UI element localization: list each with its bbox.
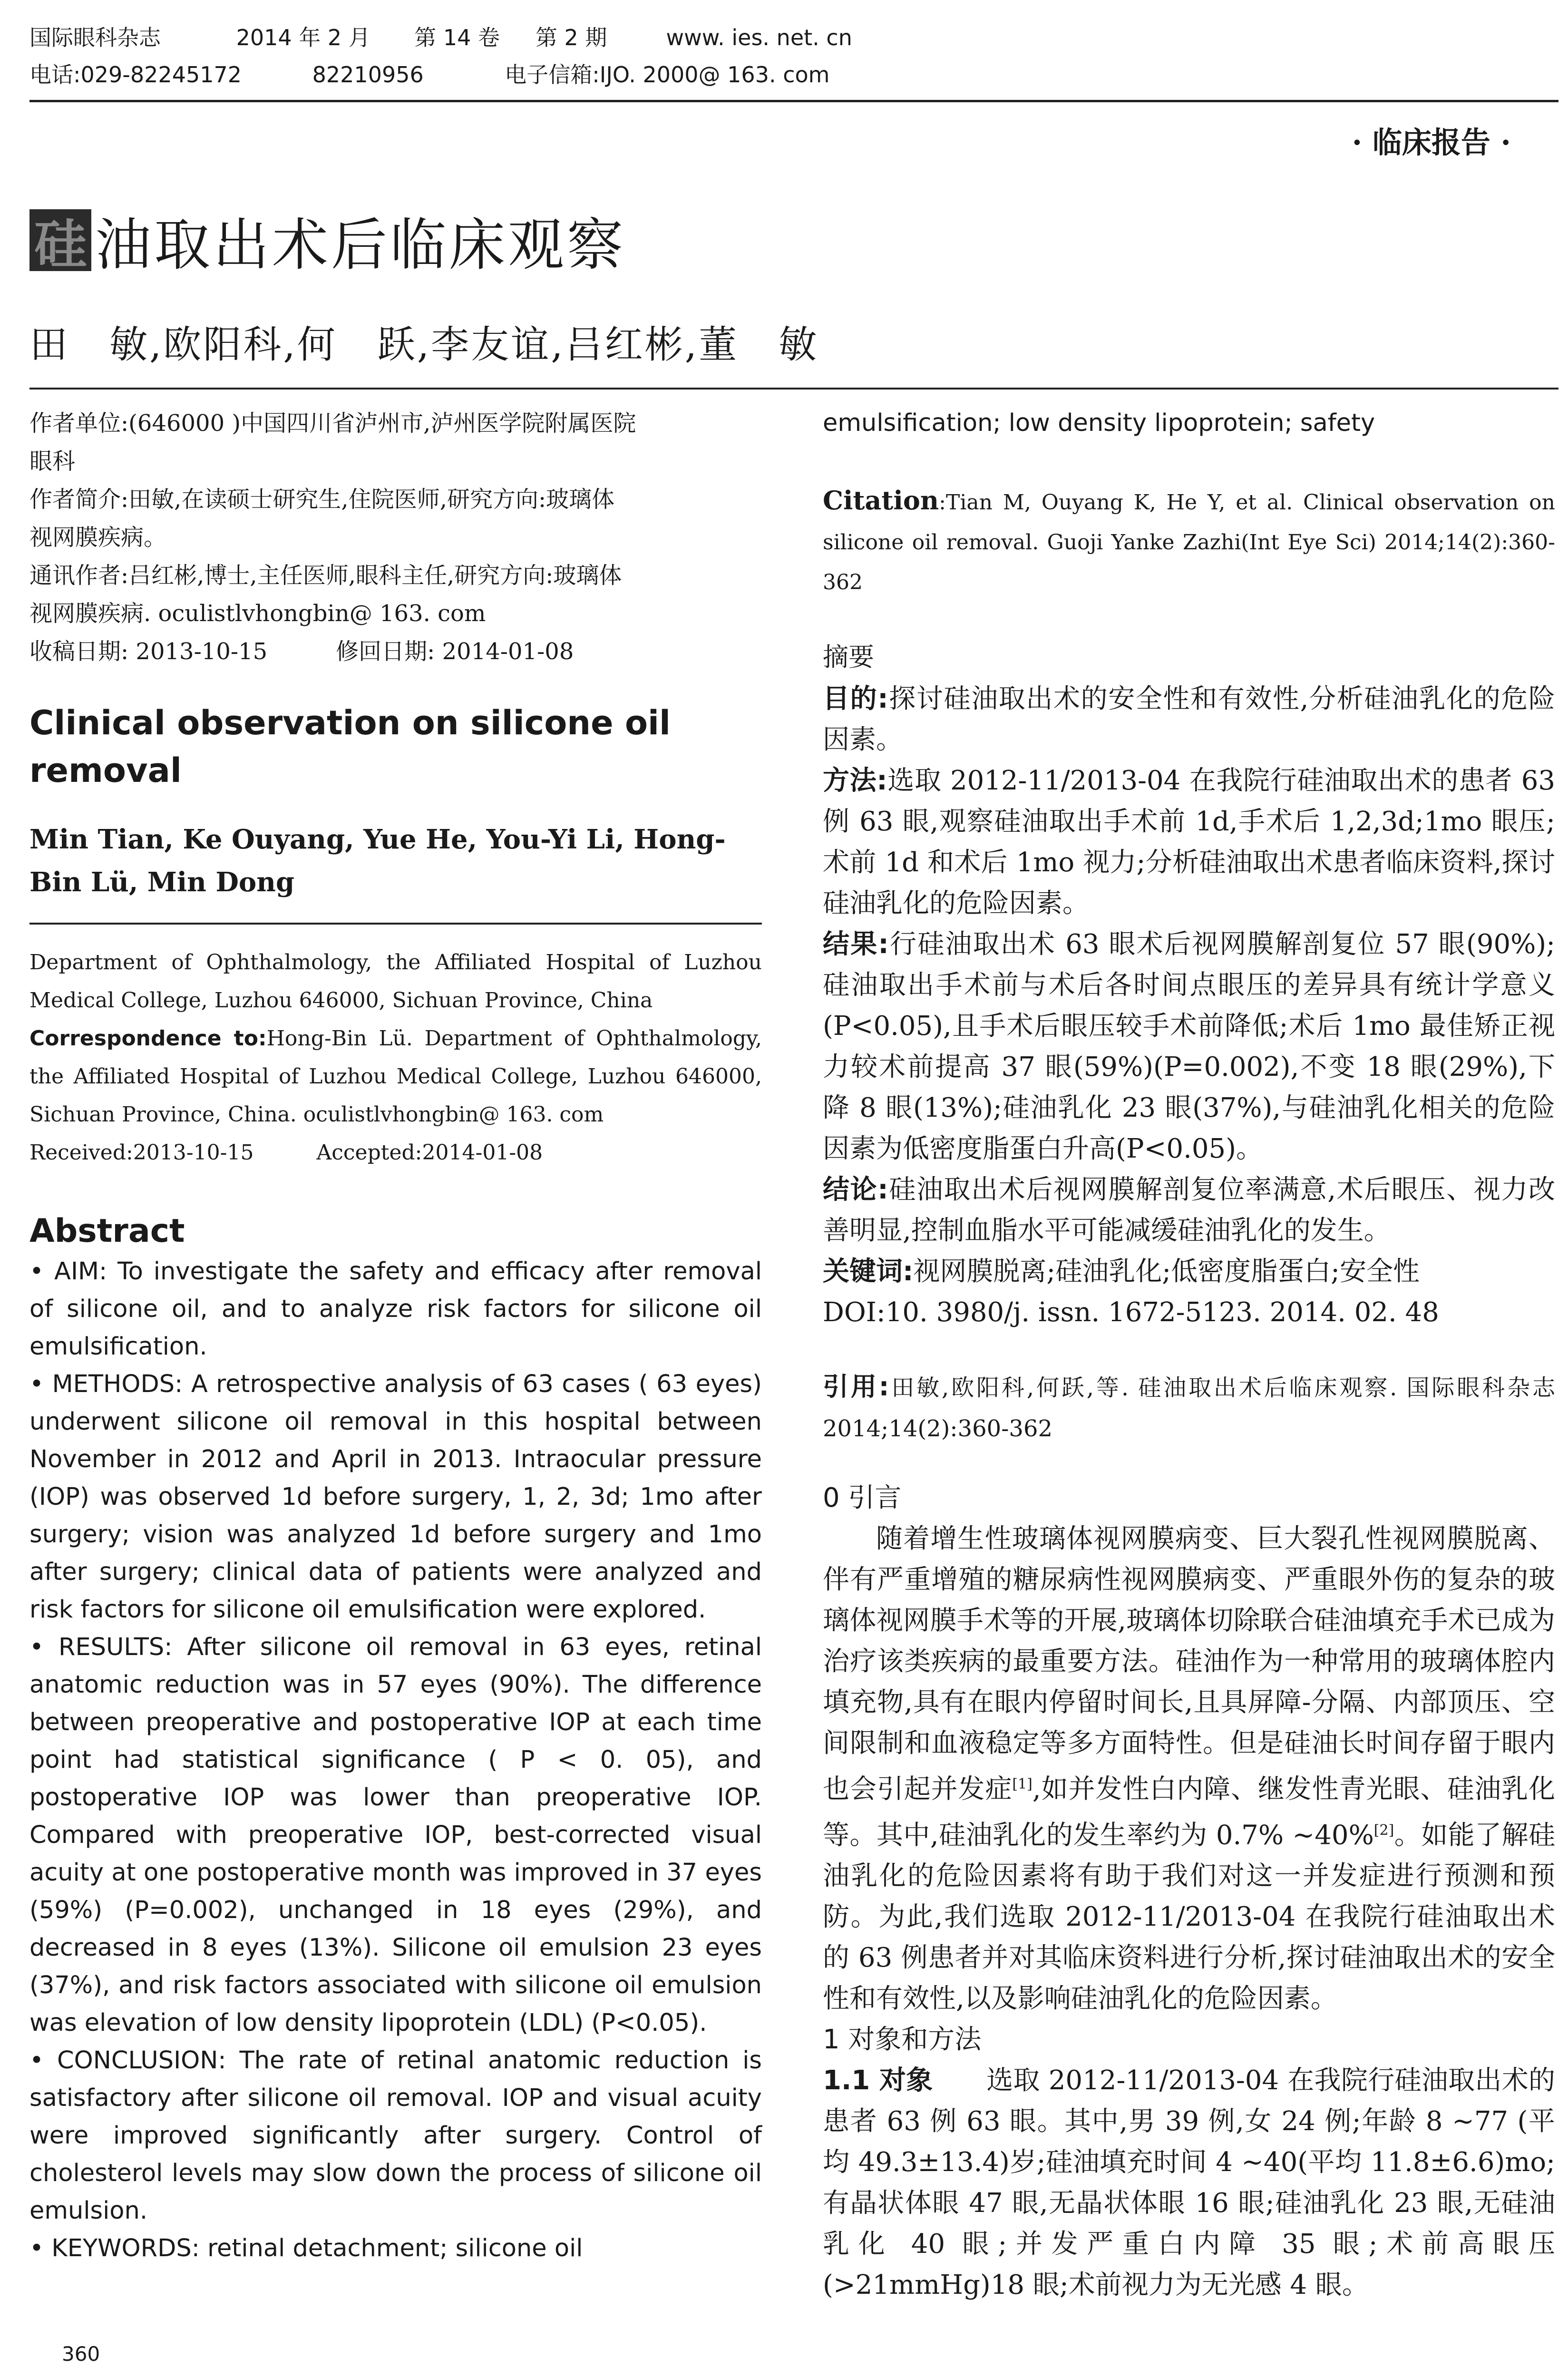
phone: 电话:029-82245172 <box>29 62 242 88</box>
english-dept: Department of Ophthalmology, the Affiliated Hospital of Luzhou Medical College, Luzhou 646000, Sichuan Province, China <box>29 950 762 1013</box>
website: www. ies. net. cn <box>666 25 852 50</box>
affiliation-zh <box>29 404 762 671</box>
title-text: 油取出术后临床观察 <box>95 212 626 278</box>
methods-text: 选取 2012-11/2013-04 在我院行硅油取出术的患者 63 例 63 眼,观察硅油取出手术前 1d,手术后 1,2,3d;1mo 眼压;术前 1d 和术后 1mo 视力;分析硅油取出术患者临床资料,探讨硅油乳化的危险因素。 <box>823 765 1555 919</box>
section-tag: · 临床报告 · <box>1352 125 1511 160</box>
affiliation-line: 作者单位:(646000 )中国四川省泸州市,泸州医学院附属医院 <box>29 410 636 437</box>
abstract-zh-methods <box>823 760 1555 924</box>
keywords-text: 视网膜脱离;硅油乳化;低密度脂蛋白;安全性 <box>913 1256 1420 1287</box>
abstract-zh-aim <box>823 679 1555 760</box>
aim-label: 目的: <box>823 683 888 714</box>
left-column <box>29 404 762 2267</box>
intro-text-c: 。如能了解硅油乳化的危险因素将有助于我们对这一并发症进行预测和预防。为此,我们选取 2012-11/2013-04 在我院行硅油取出术的 63 例患者并对其临床资料进行分析,探讨硅油取出术的安全性和有效性,以及影响硅油乳化的危险因素。 <box>823 1820 1556 2015</box>
conclusion-text: 硅油取出术后视网膜解剖复位率满意,术后眼压、视力改善明显,控制血脂水平可能减缓硅油乳化的发生。 <box>823 1174 1555 1246</box>
email: 电子信箱:IJO. 2000@ 163. com <box>505 62 830 88</box>
subsection-label: 1.1 对象 <box>823 2065 933 2096</box>
affiliation-line: 眼科 <box>29 448 76 475</box>
abstract-zh-conclusion <box>823 1169 1555 1251</box>
ref-1: [1] <box>1012 1776 1032 1792</box>
phone2: 82210956 <box>312 62 424 88</box>
abstract-zh-heading: 摘要 <box>823 642 874 672</box>
volume: 第 14 卷 <box>414 25 500 50</box>
intro-body <box>823 1519 1555 2019</box>
abstract-methods: • METHODS: A retrospective analysis of 63 cases ( 63 eyes) underwent silicone oil removal in this hospital between November in 2012 and April in 2013. Intraocular pressure (IOP) was observed 1d before surgery, 1, 2, 3d; 1mo after surgery; vision was analyzed 1d before surgery and 1mo after surgery; clinical data of patients were analyzed and risk factors for silicone oil emulsification were explored. <box>29 1370 762 1624</box>
citation-label: Citation <box>823 485 939 516</box>
affiliation-line: 收稿日期: 2013-10-15 修回日期: 2014-01-08 <box>29 638 574 665</box>
methods-body <box>823 2060 1555 2306</box>
intro-text-b: ,如并发性白内障、继发性青光眼、硅油乳化等。其中,硅油乳化的发生率约为 0.7% ~40% <box>823 1773 1556 1851</box>
subjects-text: 选取 2012-11/2013-04 在我院行硅油取出术的患者 63 例 63 眼。其中,男 39 例,女 24 例;年龄 8 ~77 (平均 49.3±13.4)岁;硅油填充时间 4 ~40(平均 11.8±6.6)mo;有晶状体眼 47 眼,无晶状体眼 16 眼;硅油乳化 23 眼,无硅油乳化 40 眼;并发严重白内障 35 眼;术前高眼压(>21mmHg)18 眼;术前视力为无光感 4 眼。 <box>823 2065 1556 2301</box>
abstract-zh-keywords <box>823 1251 1555 1292</box>
keywords-continued: emulsification; low density lipoprotein; safety <box>823 409 1375 437</box>
english-authors: Min Tian, Ke Ouyang, Yue He, You-Yi Li, Hong-Bin Lü, Min Dong <box>29 824 726 898</box>
authors-rule <box>29 388 1558 390</box>
intro-paragraph <box>823 1519 1555 2019</box>
citation-zh-text: 田敏,欧阳科,何跃,等. 硅油取出术后临床观察. 国际眼科杂志 2014;14(2):360-362 <box>823 1374 1555 1442</box>
english-title: Clinical observation on silicone oil removal <box>29 703 671 790</box>
methods-paragraph <box>823 2060 1555 2306</box>
issue-date: 2014 年 2 月 <box>236 25 370 50</box>
results-label: 结果: <box>823 929 889 960</box>
abstract-zh-results <box>823 924 1555 1169</box>
doi: DOI:10. 3980/j. issn. 1672-5123. 2014. 02. 48 <box>823 1297 1439 1328</box>
methods-label: 方法: <box>823 765 887 796</box>
authors-zh: 田 敏,欧阳科,何 跃,李友谊,吕红彬,董 敏 <box>29 322 819 367</box>
journal-name: 国际眼科杂志 <box>29 25 161 50</box>
aim-text: 探讨硅油取出术的安全性和有效性,分析硅油乳化的危险因素。 <box>823 683 1555 755</box>
received-dates: Received:2013-10-15 Accepted:2014-01-08 <box>29 1140 543 1165</box>
citation-en <box>823 480 1555 603</box>
affiliation-line: 视网膜疾病. oculistlvhongbin@ 163. com <box>29 600 486 627</box>
header-rule <box>29 100 1558 102</box>
affiliation-line: 视网膜疾病。 <box>29 524 167 551</box>
citation-zh <box>823 1366 1555 1449</box>
intro-text-a: 随着增生性玻璃体视网膜病变、巨大裂孔性视网膜脱离、伴有严重增殖的糖尿病性视网膜病变、严重眼外伤的复杂的玻璃体视网膜手术等的开展,玻璃体切除联合硅油填充手术已成为治疗该类疾病的最重要方法。硅油作为一种常用的玻璃体腔内填充物,具有在眼内停留时间长,且具屏障-分隔、内部顶压、空间限制和血液稳定等多方面特性。但是硅油长时间存留于眼内也会引起并发症 <box>823 1523 1555 1805</box>
english-authors-rule <box>29 923 762 925</box>
keywords-label: 关键词: <box>823 1256 914 1287</box>
ref-2: [2] <box>1373 1822 1394 1839</box>
title-initial-box <box>29 209 91 275</box>
abstract-aim: • AIM: To investigate the safety and efficacy after removal of silicone oil, and to analyze risk factors for silicone oil emulsification. <box>29 1257 762 1361</box>
page-number: 360 <box>62 2342 100 2366</box>
correspondence-text: Hong-Bin Lü. Department of Ophthalmology, the Affiliated Hospital of Luzhou Medical College, Luzhou 646000, Sichuan Province, China. oculistlvhongbin@ 163. com <box>29 1026 762 1127</box>
article-title <box>29 200 626 281</box>
issue: 第 2 期 <box>535 25 607 50</box>
abstract-en <box>29 1253 762 2267</box>
abstract-keywords: • KEYWORDS: retinal detachment; silicone oil <box>29 2234 583 2262</box>
abstract-zh <box>823 679 1555 1333</box>
english-affiliation <box>29 944 762 1172</box>
citation-text: :Tian M, Ouyang K, He Y, et al. Clinical observation on silicone oil removal. Guoji Yanke Zazhi(Int Eye Sci) 2014;14(2):360-362 <box>823 490 1555 594</box>
results-text: 行硅油取出术 63 眼术后视网膜解剖复位 57 眼(90%);硅油取出手术前与术后各时间点眼压的差异具有统计学意义(P<0.05),且手术后眼压较手术前降低;术后 1mo 最佳矫正视力较术前提高 37 眼(59%)(P=0.002),不变 18 眼(29%),下降 8 眼(13%);硅油乳化 23 眼(37%),与硅油乳化相关的危险因素为低密度脂蛋白升高(P<0.05)。 <box>823 929 1556 1164</box>
abstract-heading: Abstract <box>29 1212 185 1250</box>
affiliation-line: 通讯作者:吕红彬,博士,主任医师,眼科主任,研究方向:玻璃体 <box>29 562 622 589</box>
correspondence-label: Correspondence to: <box>29 1026 267 1051</box>
citation-zh-label: 引用: <box>823 1372 889 1402</box>
conclusion-label: 结论: <box>823 1174 888 1205</box>
intro-heading: 0 引言 <box>823 1482 902 1513</box>
methods-heading: 1 对象和方法 <box>823 2024 982 2056</box>
right-column <box>823 404 1555 2306</box>
abstract-conclusion: • CONCLUSION: The rate of retinal anatomic reduction is satisfactory after silicone oil removal. IOP and visual acuity were improved significantly after surgery. Control of cholesterol levels may slow down the process of silicone oil emulsion. <box>29 2046 762 2225</box>
title-initial: 硅 <box>34 214 87 275</box>
running-header <box>29 19 852 93</box>
affiliation-line: 作者简介:田敏,在读硕士研究生,住院医师,研究方向:玻璃体 <box>29 486 615 513</box>
correspondence <box>29 1020 762 1134</box>
abstract-results: • RESULTS: After silicone oil removal in 63 eyes, retinal anatomic reduction was in 57 eyes (90%). The difference between preoperative and postoperative IOP at each time point had statistical significance ( P < 0. 05), and postoperative IOP was lower than preoperative IOP. Compared with preoperative IOP, best-corrected visual acuity at one postoperative month was improved in 37 eyes (59%) (P=0.002), unchanged in 18 eyes (29%), and decreased in 8 eyes (13%). Silicone oil emulsion 23 eyes (37%), and risk factors associated with silicone oil emulsion was elevation of low density lipoprotein (LDL) (P<0.05). <box>29 1633 762 2037</box>
